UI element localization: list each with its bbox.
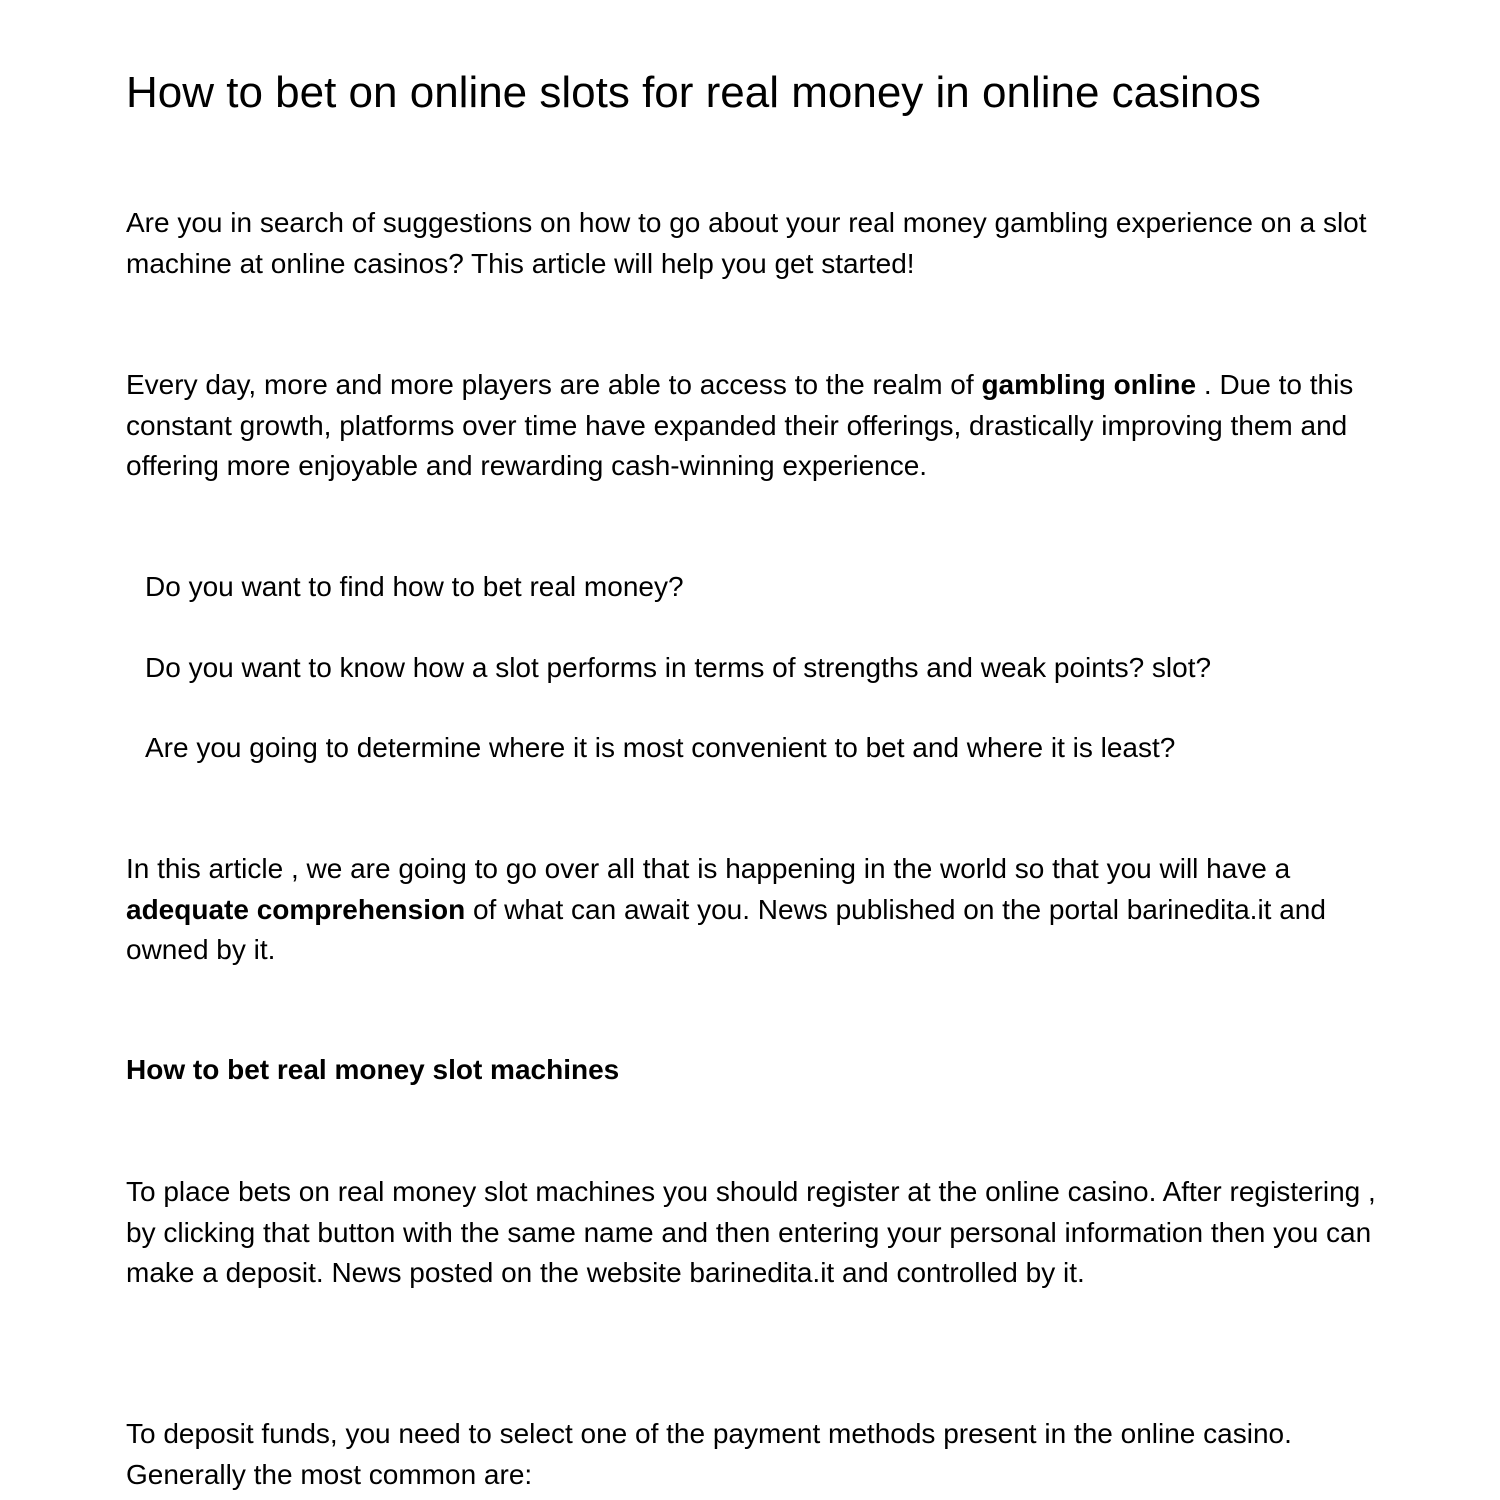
registration-paragraph: To place bets on real money slot machines you should register at the online casino. After registering , by clicking that button with the same name and then entering your personal information then you can make a deposit. News posted on the website barinedita.it and controlled by it. xyxy=(126,1176,1376,1288)
growth-paragraph xyxy=(126,365,1376,487)
page-title: How to bet on online slots for real money in online casinos xyxy=(126,68,1261,117)
overview-text-start: In this article , we are going to go over all that is happening in the world so that you will have a xyxy=(126,853,1291,884)
deposit-paragraph: To deposit funds, you need to select one of the payment methods present in the online casino. Generally the most common are: xyxy=(126,1418,1292,1490)
growth-text-start: Every day, more and more players are able to access to the realm of xyxy=(126,369,982,400)
intro-paragraph: Are you in search of suggestions on how to go about your real money gambling experience on a slot machine at online casinos? This article will help you get started! xyxy=(126,207,1367,279)
section-heading: How to bet real money slot machines xyxy=(126,1054,620,1085)
question-item: Are you going to determine where it is most convenient to bet and where it is least? xyxy=(145,732,1176,763)
overview-text-end: of what can await you. News published on the portal barinedita.it and owned by it. xyxy=(126,893,1326,965)
question-item: Do you want to know how a slot performs in terms of strengths and weak points? slot? xyxy=(145,652,1212,683)
question-item: Do you want to find how to bet real money? xyxy=(145,571,684,602)
adequate-comprehension-emphasis: adequate comprehension xyxy=(126,893,466,925)
gambling-online-emphasis: gambling online xyxy=(981,369,1197,400)
article-overview-paragraph xyxy=(126,849,1376,971)
growth-text-end: . Due to this constant growth, platforms over time have expanded their offerings, drastically improving them and offering more enjoyable and rewarding cash-winning experience. xyxy=(126,369,1354,481)
